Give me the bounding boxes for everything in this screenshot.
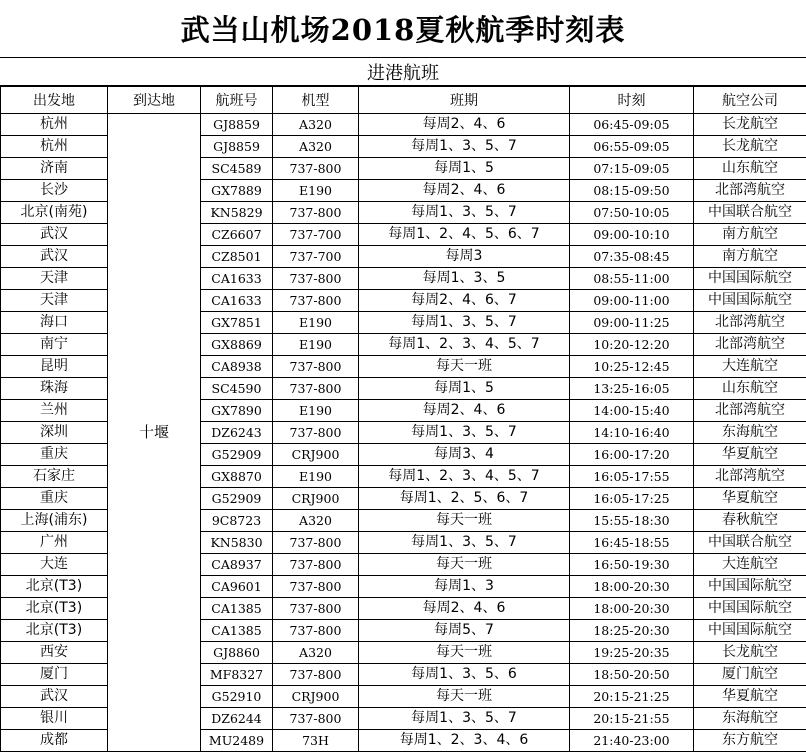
cell-time: 19:25-20:35 — [570, 642, 694, 664]
cell-origin: 大连 — [1, 554, 108, 576]
cell-time: 16:45-18:55 — [570, 532, 694, 554]
cell-time: 18:25-20:30 — [570, 620, 694, 642]
cell-airline: 中国国际航空 — [694, 620, 806, 642]
cell-aircraft: 737-700 — [273, 246, 359, 268]
cell-aircraft: 737-800 — [273, 268, 359, 290]
cell-schedule: 每周1、3、5、7 — [359, 708, 570, 730]
cell-time: 08:55-11:00 — [570, 268, 694, 290]
cell-airline: 中国国际航空 — [694, 290, 806, 312]
table-row — [1, 114, 806, 136]
section-title: 进港航班 — [0, 58, 806, 86]
header-origin: 出发地 — [1, 87, 108, 114]
cell-airline: 东方航空 — [694, 730, 806, 752]
cell-aircraft: 737-800 — [273, 620, 359, 642]
cell-flight-no: G52910 — [201, 686, 273, 708]
cell-origin: 深圳 — [1, 422, 108, 444]
cell-schedule: 每周1、2、4、5、6、7 — [359, 224, 570, 246]
cell-schedule: 每周1、3、5、7 — [359, 532, 570, 554]
cell-origin: 昆明 — [1, 356, 108, 378]
cell-flight-no: CA1633 — [201, 290, 273, 312]
header-aircraft: 机型 — [273, 87, 359, 114]
header-flight-no: 航班号 — [201, 87, 273, 114]
cell-schedule: 每周1、3 — [359, 576, 570, 598]
cell-origin: 重庆 — [1, 488, 108, 510]
cell-airline: 大连航空 — [694, 554, 806, 576]
cell-airline: 北部湾航空 — [694, 180, 806, 202]
cell-schedule: 每周2、4、6 — [359, 400, 570, 422]
cell-aircraft: E190 — [273, 312, 359, 334]
cell-time: 09:00-11:00 — [570, 290, 694, 312]
cell-airline: 南方航空 — [694, 224, 806, 246]
cell-time: 09:00-11:25 — [570, 312, 694, 334]
cell-flight-no: GX7890 — [201, 400, 273, 422]
cell-time: 20:15-21:25 — [570, 686, 694, 708]
cell-aircraft: 737-800 — [273, 598, 359, 620]
cell-airline: 华夏航空 — [694, 488, 806, 510]
cell-airline: 东海航空 — [694, 422, 806, 444]
cell-origin: 济南 — [1, 158, 108, 180]
cell-airline: 华夏航空 — [694, 686, 806, 708]
cell-aircraft: 737-800 — [273, 378, 359, 400]
cell-aircraft: 737-700 — [273, 224, 359, 246]
cell-flight-no: GJ8860 — [201, 642, 273, 664]
cell-origin: 长沙 — [1, 180, 108, 202]
cell-airline: 山东航空 — [694, 378, 806, 400]
cell-time: 20:15-21:55 — [570, 708, 694, 730]
cell-aircraft: E190 — [273, 180, 359, 202]
cell-schedule: 每周1、2、3、4、6 — [359, 730, 570, 752]
cell-schedule: 每周1、2、3、4、5、7 — [359, 466, 570, 488]
cell-schedule: 每天一班 — [359, 356, 570, 378]
cell-aircraft: CRJ900 — [273, 686, 359, 708]
cell-origin: 杭州 — [1, 114, 108, 136]
cell-flight-no: SC4589 — [201, 158, 273, 180]
cell-time: 06:55-09:05 — [570, 136, 694, 158]
cell-aircraft: 737-800 — [273, 158, 359, 180]
cell-time: 16:05-17:25 — [570, 488, 694, 510]
cell-aircraft: 737-800 — [273, 664, 359, 686]
cell-aircraft: A320 — [273, 510, 359, 532]
cell-time: 18:00-20:30 — [570, 576, 694, 598]
cell-schedule: 每周3、4 — [359, 444, 570, 466]
cell-time: 18:00-20:30 — [570, 598, 694, 620]
cell-time: 08:15-09:50 — [570, 180, 694, 202]
cell-schedule: 每周1、5 — [359, 158, 570, 180]
cell-flight-no: G52909 — [201, 444, 273, 466]
cell-origin: 银川 — [1, 708, 108, 730]
cell-aircraft: 737-800 — [273, 576, 359, 598]
cell-schedule: 每周1、2、5、6、7 — [359, 488, 570, 510]
cell-origin: 重庆 — [1, 444, 108, 466]
cell-schedule: 每天一班 — [359, 554, 570, 576]
cell-flight-no: MU2489 — [201, 730, 273, 752]
cell-airline: 大连航空 — [694, 356, 806, 378]
cell-aircraft: 737-800 — [273, 356, 359, 378]
header-airline: 航空公司 — [694, 87, 806, 114]
cell-schedule: 每周1、3、5 — [359, 268, 570, 290]
cell-airline: 长龙航空 — [694, 114, 806, 136]
cell-flight-no: CA1385 — [201, 620, 273, 642]
cell-origin: 上海(浦东) — [1, 510, 108, 532]
cell-flight-no: G52909 — [201, 488, 273, 510]
cell-flight-no: CA1385 — [201, 598, 273, 620]
cell-time: 10:25-12:45 — [570, 356, 694, 378]
cell-origin: 北京(T3) — [1, 576, 108, 598]
cell-flight-no: CZ8501 — [201, 246, 273, 268]
cell-aircraft: 737-800 — [273, 532, 359, 554]
cell-schedule: 每周2、4、6、7 — [359, 290, 570, 312]
cell-time: 16:05-17:55 — [570, 466, 694, 488]
cell-schedule: 每周3 — [359, 246, 570, 268]
header-destination: 到达地 — [108, 87, 201, 114]
cell-airline: 中国国际航空 — [694, 598, 806, 620]
cell-airline: 中国国际航空 — [694, 576, 806, 598]
cell-schedule: 每周1、3、5、7 — [359, 136, 570, 158]
cell-flight-no: GX8869 — [201, 334, 273, 356]
cell-time: 07:35-08:45 — [570, 246, 694, 268]
cell-aircraft: 737-800 — [273, 422, 359, 444]
cell-time: 13:25-16:05 — [570, 378, 694, 400]
cell-airline: 中国国际航空 — [694, 268, 806, 290]
cell-origin: 武汉 — [1, 246, 108, 268]
cell-schedule: 每周2、4、6 — [359, 598, 570, 620]
cell-origin: 海口 — [1, 312, 108, 334]
cell-aircraft: 737-800 — [273, 554, 359, 576]
cell-origin: 北京(T3) — [1, 620, 108, 642]
cell-airline: 东海航空 — [694, 708, 806, 730]
cell-flight-no: 9C8723 — [201, 510, 273, 532]
cell-flight-no: KN5830 — [201, 532, 273, 554]
cell-airline: 厦门航空 — [694, 664, 806, 686]
cell-origin: 西安 — [1, 642, 108, 664]
cell-origin: 天津 — [1, 268, 108, 290]
cell-schedule: 每周1、5 — [359, 378, 570, 400]
header-row — [1, 87, 806, 114]
cell-aircraft: CRJ900 — [273, 488, 359, 510]
cell-airline: 长龙航空 — [694, 136, 806, 158]
cell-origin: 珠海 — [1, 378, 108, 400]
header-time: 时刻 — [570, 87, 694, 114]
cell-flight-no: GX8870 — [201, 466, 273, 488]
cell-airline: 南方航空 — [694, 246, 806, 268]
cell-aircraft: 737-800 — [273, 202, 359, 224]
cell-time: 14:00-15:40 — [570, 400, 694, 422]
cell-aircraft: 737-800 — [273, 290, 359, 312]
cell-airline: 北部湾航空 — [694, 400, 806, 422]
cell-origin: 天津 — [1, 290, 108, 312]
cell-origin: 南宁 — [1, 334, 108, 356]
cell-schedule: 每周1、3、5、7 — [359, 422, 570, 444]
cell-origin: 北京(T3) — [1, 598, 108, 620]
cell-aircraft: CRJ900 — [273, 444, 359, 466]
cell-flight-no: CA1633 — [201, 268, 273, 290]
cell-schedule: 每周1、3、5、7 — [359, 312, 570, 334]
cell-flight-no: GJ8859 — [201, 136, 273, 158]
cell-airline: 山东航空 — [694, 158, 806, 180]
cell-aircraft: A320 — [273, 642, 359, 664]
cell-schedule: 每周1、3、5、6 — [359, 664, 570, 686]
cell-aircraft: E190 — [273, 466, 359, 488]
cell-airline: 北部湾航空 — [694, 312, 806, 334]
header-schedule: 班期 — [359, 87, 570, 114]
cell-flight-no: DZ6243 — [201, 422, 273, 444]
page-title: 武当山机场2018夏秋航季时刻表 — [0, 0, 806, 58]
cell-flight-no: CA9601 — [201, 576, 273, 598]
cell-aircraft: 73H — [273, 730, 359, 752]
cell-time: 06:45-09:05 — [570, 114, 694, 136]
cell-destination: 十堰 — [108, 114, 201, 752]
cell-origin: 杭州 — [1, 136, 108, 158]
cell-airline: 中国联合航空 — [694, 202, 806, 224]
cell-flight-no: MF8327 — [201, 664, 273, 686]
cell-aircraft: 737-800 — [273, 708, 359, 730]
cell-origin: 北京(南苑) — [1, 202, 108, 224]
cell-origin: 武汉 — [1, 224, 108, 246]
cell-flight-no: GJ8859 — [201, 114, 273, 136]
cell-airline: 华夏航空 — [694, 444, 806, 466]
cell-flight-no: GX7889 — [201, 180, 273, 202]
cell-aircraft: E190 — [273, 400, 359, 422]
cell-time: 16:00-17:20 — [570, 444, 694, 466]
cell-schedule: 每周5、7 — [359, 620, 570, 642]
cell-time: 14:10-16:40 — [570, 422, 694, 444]
cell-flight-no: DZ6244 — [201, 708, 273, 730]
cell-flight-no: CA8938 — [201, 356, 273, 378]
cell-airline: 春秋航空 — [694, 510, 806, 532]
cell-time: 07:50-10:05 — [570, 202, 694, 224]
cell-flight-no: SC4590 — [201, 378, 273, 400]
cell-time: 10:20-12:20 — [570, 334, 694, 356]
cell-origin: 成都 — [1, 730, 108, 752]
timetable-body — [1, 114, 806, 752]
cell-flight-no: CA8937 — [201, 554, 273, 576]
cell-aircraft: A320 — [273, 114, 359, 136]
cell-time: 07:15-09:05 — [570, 158, 694, 180]
cell-time: 16:50-19:30 — [570, 554, 694, 576]
cell-schedule: 每周2、4、6 — [359, 114, 570, 136]
cell-time: 18:50-20:50 — [570, 664, 694, 686]
cell-schedule: 每天一班 — [359, 686, 570, 708]
cell-flight-no: KN5829 — [201, 202, 273, 224]
cell-time: 21:40-23:00 — [570, 730, 694, 752]
cell-aircraft: A320 — [273, 136, 359, 158]
cell-origin: 厦门 — [1, 664, 108, 686]
cell-airline: 北部湾航空 — [694, 334, 806, 356]
cell-schedule: 每周2、4、6 — [359, 180, 570, 202]
cell-schedule: 每周1、2、3、4、5、7 — [359, 334, 570, 356]
cell-origin: 兰州 — [1, 400, 108, 422]
cell-airline: 中国联合航空 — [694, 532, 806, 554]
cell-origin: 石家庄 — [1, 466, 108, 488]
cell-airline: 北部湾航空 — [694, 466, 806, 488]
cell-time: 09:00-10:10 — [570, 224, 694, 246]
cell-aircraft: E190 — [273, 334, 359, 356]
cell-origin: 武汉 — [1, 686, 108, 708]
timetable — [0, 86, 806, 752]
cell-schedule: 每天一班 — [359, 642, 570, 664]
cell-schedule: 每周1、3、5、7 — [359, 202, 570, 224]
cell-airline: 长龙航空 — [694, 642, 806, 664]
cell-flight-no: GX7851 — [201, 312, 273, 334]
cell-time: 15:55-18:30 — [570, 510, 694, 532]
cell-flight-no: CZ6607 — [201, 224, 273, 246]
cell-schedule: 每天一班 — [359, 510, 570, 532]
cell-origin: 广州 — [1, 532, 108, 554]
